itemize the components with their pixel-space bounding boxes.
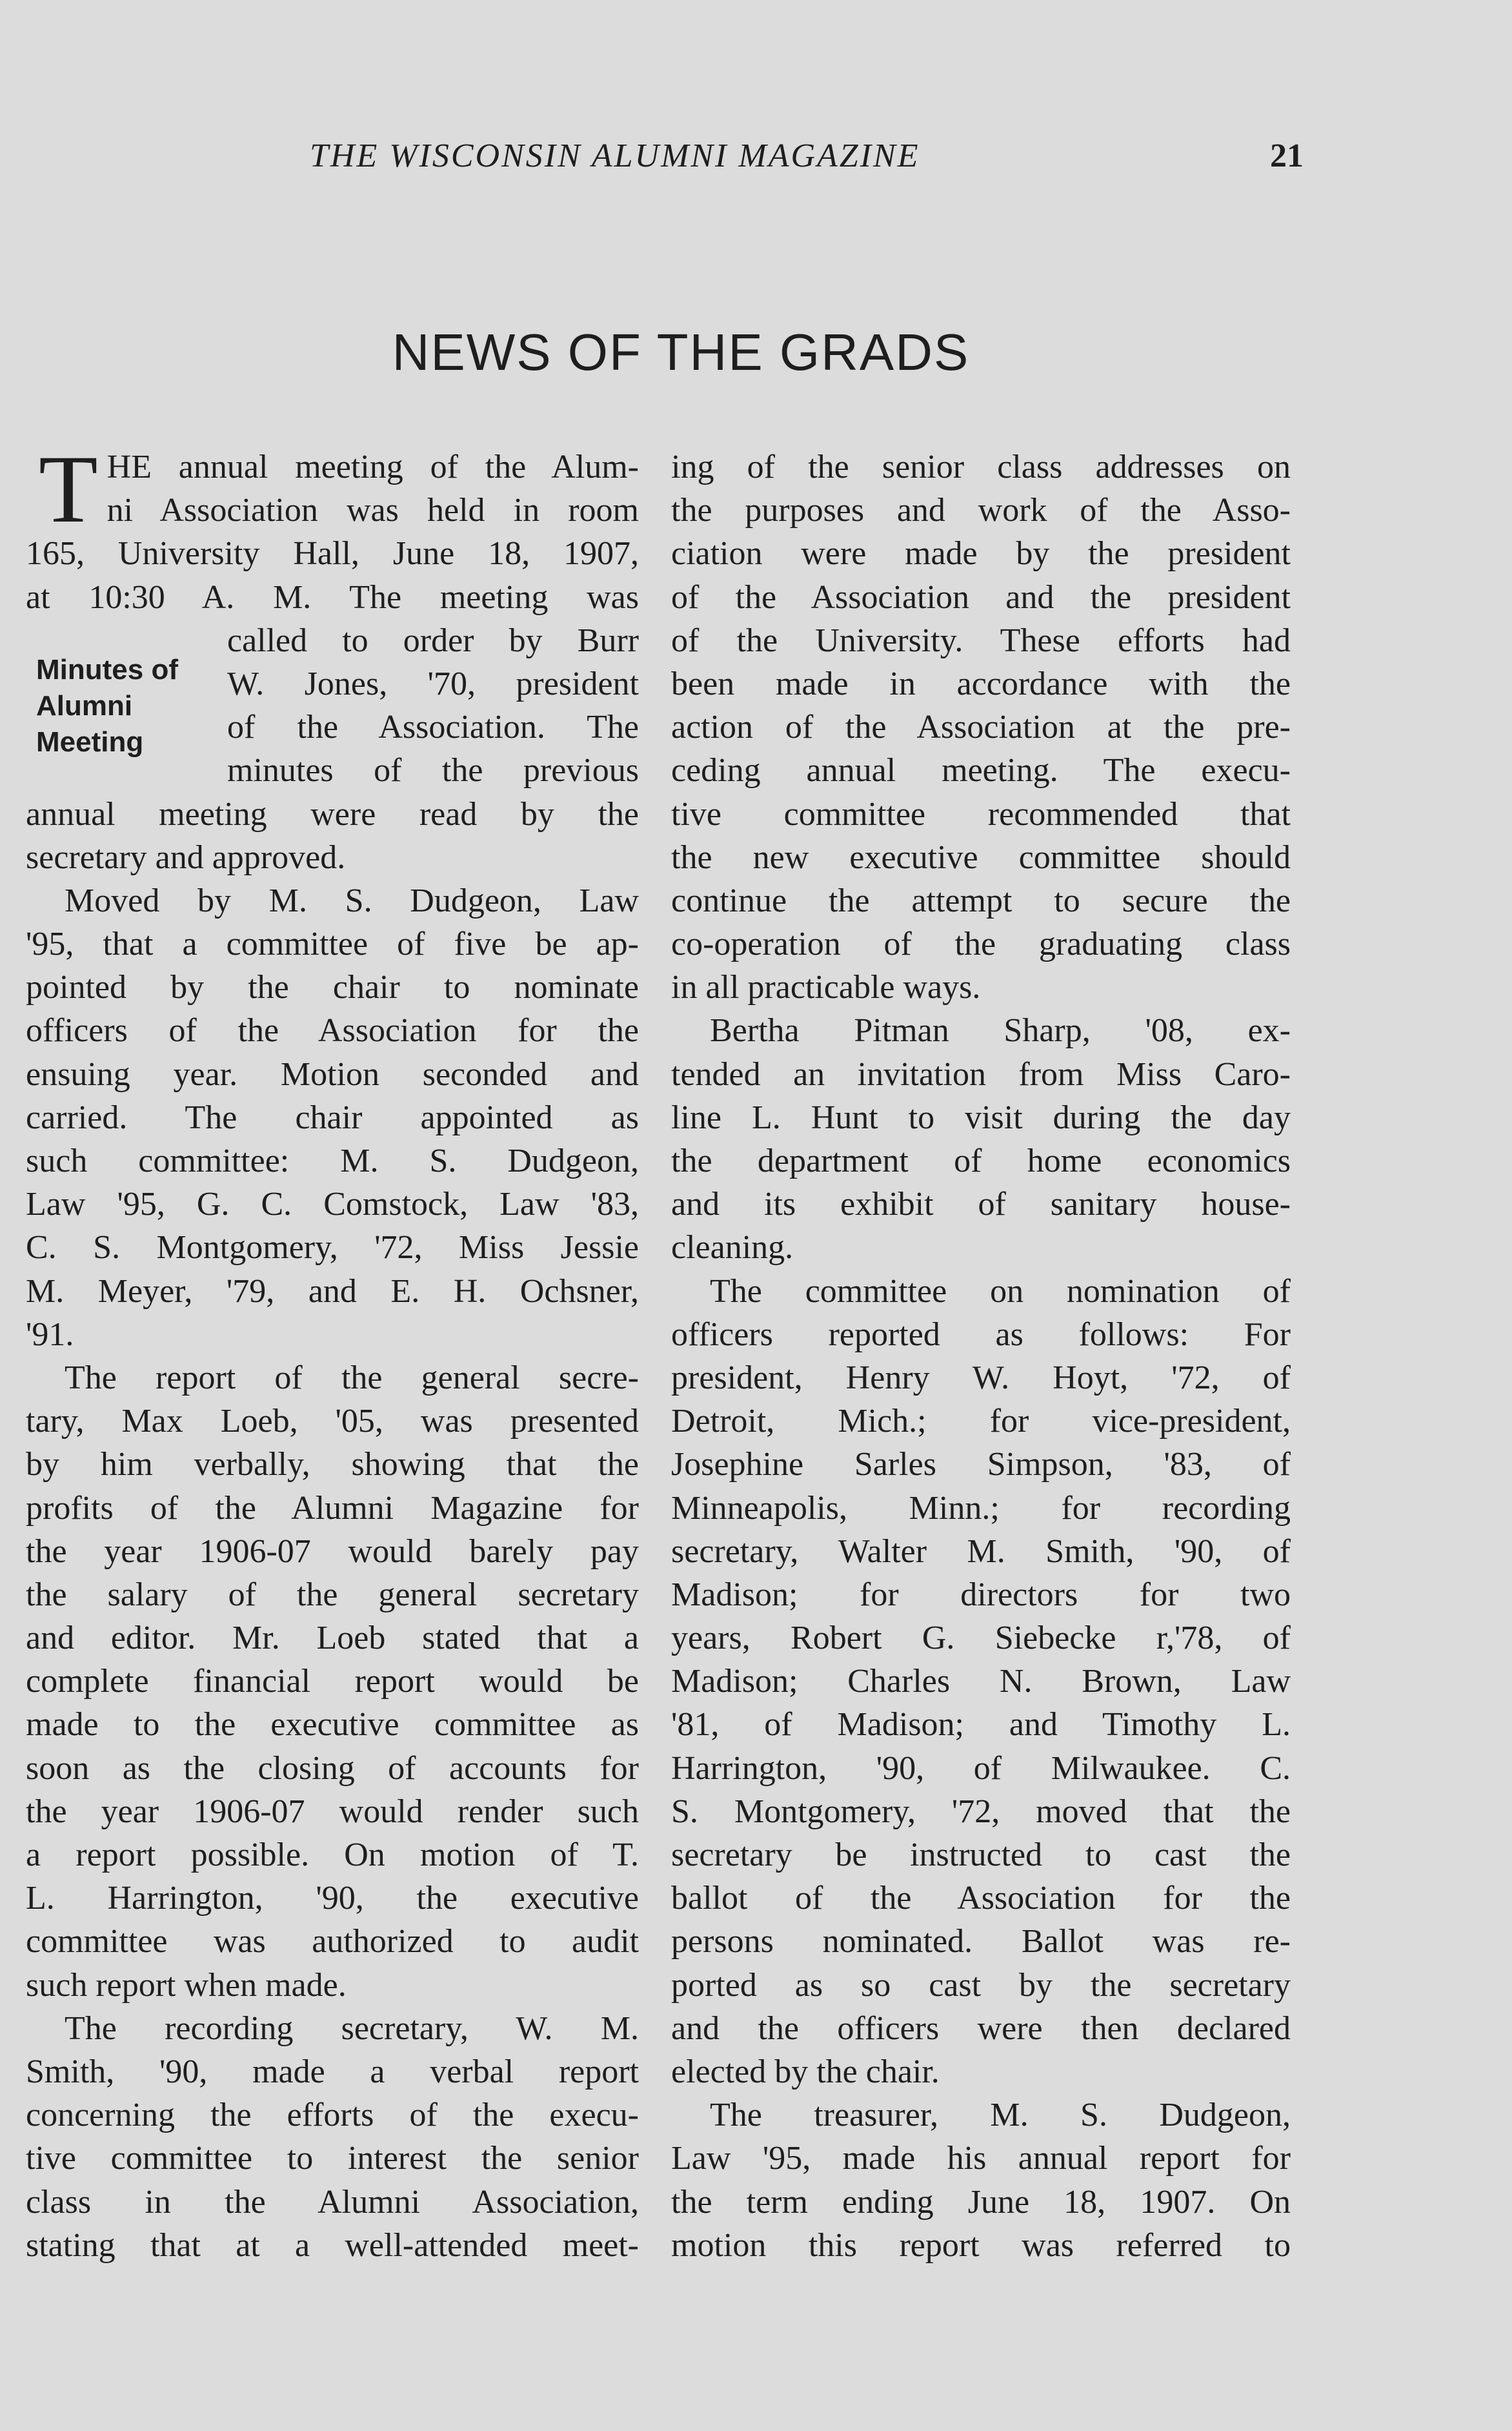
text-line: Minneapolis, Minn.; for recording xyxy=(671,1489,1291,1527)
text-line: and its exhibit of sanitary house- xyxy=(671,1186,1291,1223)
text-line: elected by the chair. xyxy=(671,2053,940,2090)
text-line: 165, University Hall, June 18, 1907, xyxy=(26,535,639,573)
text-line: ceding annual meeting. The execu- xyxy=(671,752,1291,789)
text-line: complete financial report would be xyxy=(26,1663,639,1700)
sidenote-line: Alumni xyxy=(36,690,133,722)
section-title: NEWS OF THE GRADS xyxy=(392,323,970,381)
text-line: Smith, '90, made a verbal report xyxy=(26,2053,639,2090)
text-line: HE annual meeting of the Alum- xyxy=(106,449,639,485)
text-line: C. S. Montgomery, '72, Miss Jessie xyxy=(26,1229,639,1266)
text-line: minutes of the previous xyxy=(227,752,639,789)
text-line: officers reported as follows: For xyxy=(671,1316,1291,1353)
page-number: 21 xyxy=(1270,137,1304,174)
text-line: the year 1906-07 would render such xyxy=(26,1793,639,1830)
text-line: of the Association. The xyxy=(227,709,639,746)
text-line: '91. xyxy=(26,1316,74,1353)
text-line: The treasurer, M. S. Dudgeon, xyxy=(710,2097,1291,2134)
text-line: such report when made. xyxy=(26,1966,347,2004)
text-line: the term ending June 18, 1907. On xyxy=(671,2183,1291,2221)
text-line: Josephine Sarles Simpson, '83, of xyxy=(671,1446,1291,1483)
text-line: secretary, Walter M. Smith, '90, of xyxy=(671,1532,1291,1570)
text-line: '95, that a committee of five be ap- xyxy=(26,926,639,963)
page-header xyxy=(310,137,1304,188)
sidenote-line: Minutes of xyxy=(36,654,178,686)
running-title: THE WISCONSIN ALUMNI MAGAZINE xyxy=(310,137,920,174)
sidenote-line: Meeting xyxy=(36,726,144,758)
text-line: in all practicable ways. xyxy=(671,969,981,1006)
text-line: action of the Association at the pre- xyxy=(671,709,1291,746)
text-line: the year 1906-07 would barely pay xyxy=(26,1532,639,1570)
text-line: the salary of the general secretary xyxy=(26,1576,639,1613)
text-line: the department of home economics xyxy=(671,1143,1291,1179)
text-line: The report of the general secre- xyxy=(65,1359,639,1396)
right-column xyxy=(671,445,1291,2267)
text-line: the new executive committee should xyxy=(671,839,1291,876)
text-line: motion this report was referred to xyxy=(671,2226,1291,2264)
text-line: W. Jones, '70, president xyxy=(227,665,639,702)
text-line: class in the Alumni Association, xyxy=(26,2183,639,2221)
text-line: ni Association was held in room xyxy=(106,492,639,529)
text-line: Madison; for directors for two xyxy=(671,1576,1291,1613)
left-column xyxy=(26,436,639,2267)
text-line: profits of the Alumni Magazine for xyxy=(26,1489,639,1527)
text-line: persons nominated. Ballot was re- xyxy=(671,1923,1291,1960)
text-line: concerning the efforts of the execu- xyxy=(26,2097,639,2134)
text-line: tive committee recommended that xyxy=(671,795,1291,833)
text-line: ensuing year. Motion seconded and xyxy=(26,1055,639,1093)
text-line: Detroit, Mich.; for vice-president, xyxy=(671,1403,1291,1440)
text-line: Law '95, G. C. Comstock, Law '83, xyxy=(26,1186,639,1223)
text-line: made to the executive committee as xyxy=(26,1706,639,1744)
text-line: and the officers were then declared xyxy=(671,2009,1291,2047)
text-line: co-operation of the graduating class xyxy=(671,926,1291,963)
text-line: ported as so cast by the secretary xyxy=(671,1966,1291,2004)
text-line: the purposes and work of the Asso- xyxy=(671,492,1291,529)
text-line: Moved by M. S. Dudgeon, Law xyxy=(65,882,639,919)
text-line: by him verbally, showing that the xyxy=(26,1446,639,1483)
text-line: M. Meyer, '79, and E. H. Ochsner, xyxy=(26,1272,639,1310)
text-line: '81, of Madison; and Timothy L. xyxy=(671,1706,1291,1744)
text-line: been made in accordance with the xyxy=(671,665,1291,702)
text-line: tended an invitation from Miss Caro- xyxy=(671,1055,1291,1093)
text-line: secretary and approved. xyxy=(26,839,346,876)
text-line: ing of the senior class addresses on xyxy=(671,449,1291,485)
text-line: tive committee to interest the senior xyxy=(26,2140,639,2177)
text-line: Harrington, '90, of Milwaukee. C. xyxy=(671,1749,1291,1787)
text-line: carried. The chair appointed as xyxy=(26,1099,639,1136)
text-line: pointed by the chair to nominate xyxy=(26,969,639,1006)
text-line: Madison; Charles N. Brown, Law xyxy=(671,1663,1291,1700)
text-line: such committee: M. S. Dudgeon, xyxy=(26,1143,639,1179)
text-line: president, Henry W. Hoyt, '72, of xyxy=(671,1359,1291,1396)
text-line: of the Association and the president xyxy=(671,578,1291,616)
text-line: called to order by Burr xyxy=(227,622,639,659)
text-line: The committee on nomination of xyxy=(710,1272,1291,1310)
text-line: annual meeting were read by the xyxy=(26,795,639,833)
text-line: line L. Hunt to visit during the day xyxy=(671,1099,1291,1136)
text-line: secretary be instructed to cast the xyxy=(671,1836,1291,1873)
text-line: L. Harrington, '90, the executive xyxy=(26,1880,639,1917)
text-line: cleaning. xyxy=(671,1229,794,1266)
text-line: Bertha Pitman Sharp, '08, ex- xyxy=(710,1012,1291,1050)
text-line: tary, Max Loeb, '05, was presented xyxy=(26,1403,639,1440)
text-line: continue the attempt to secure the xyxy=(671,882,1291,919)
text-line: S. Montgomery, '72, moved that the xyxy=(671,1793,1291,1830)
text-line: soon as the closing of accounts for xyxy=(26,1749,639,1787)
text-line: committee was authorized to audit xyxy=(26,1923,639,1960)
text-line: and editor. Mr. Loeb stated that a xyxy=(26,1620,639,1657)
text-line: at 10:30 A. M. The meeting was xyxy=(26,578,639,616)
text-line: The recording secretary, W. M. xyxy=(65,2009,639,2047)
text-line: years, Robert G. Siebecke r,'78, of xyxy=(671,1620,1291,1657)
drop-cap: T xyxy=(39,436,98,543)
text-line: officers of the Association for the xyxy=(26,1012,639,1050)
text-line: stating that at a well-attended meet- xyxy=(26,2226,639,2264)
text-line: of the University. These efforts had xyxy=(671,622,1291,659)
text-line: a report possible. On motion of T. xyxy=(26,1836,639,1873)
text-line: ballot of the Association for the xyxy=(671,1880,1291,1917)
text-line: ciation were made by the president xyxy=(671,535,1291,573)
text-line: Law '95, made his annual report for xyxy=(671,2140,1291,2177)
